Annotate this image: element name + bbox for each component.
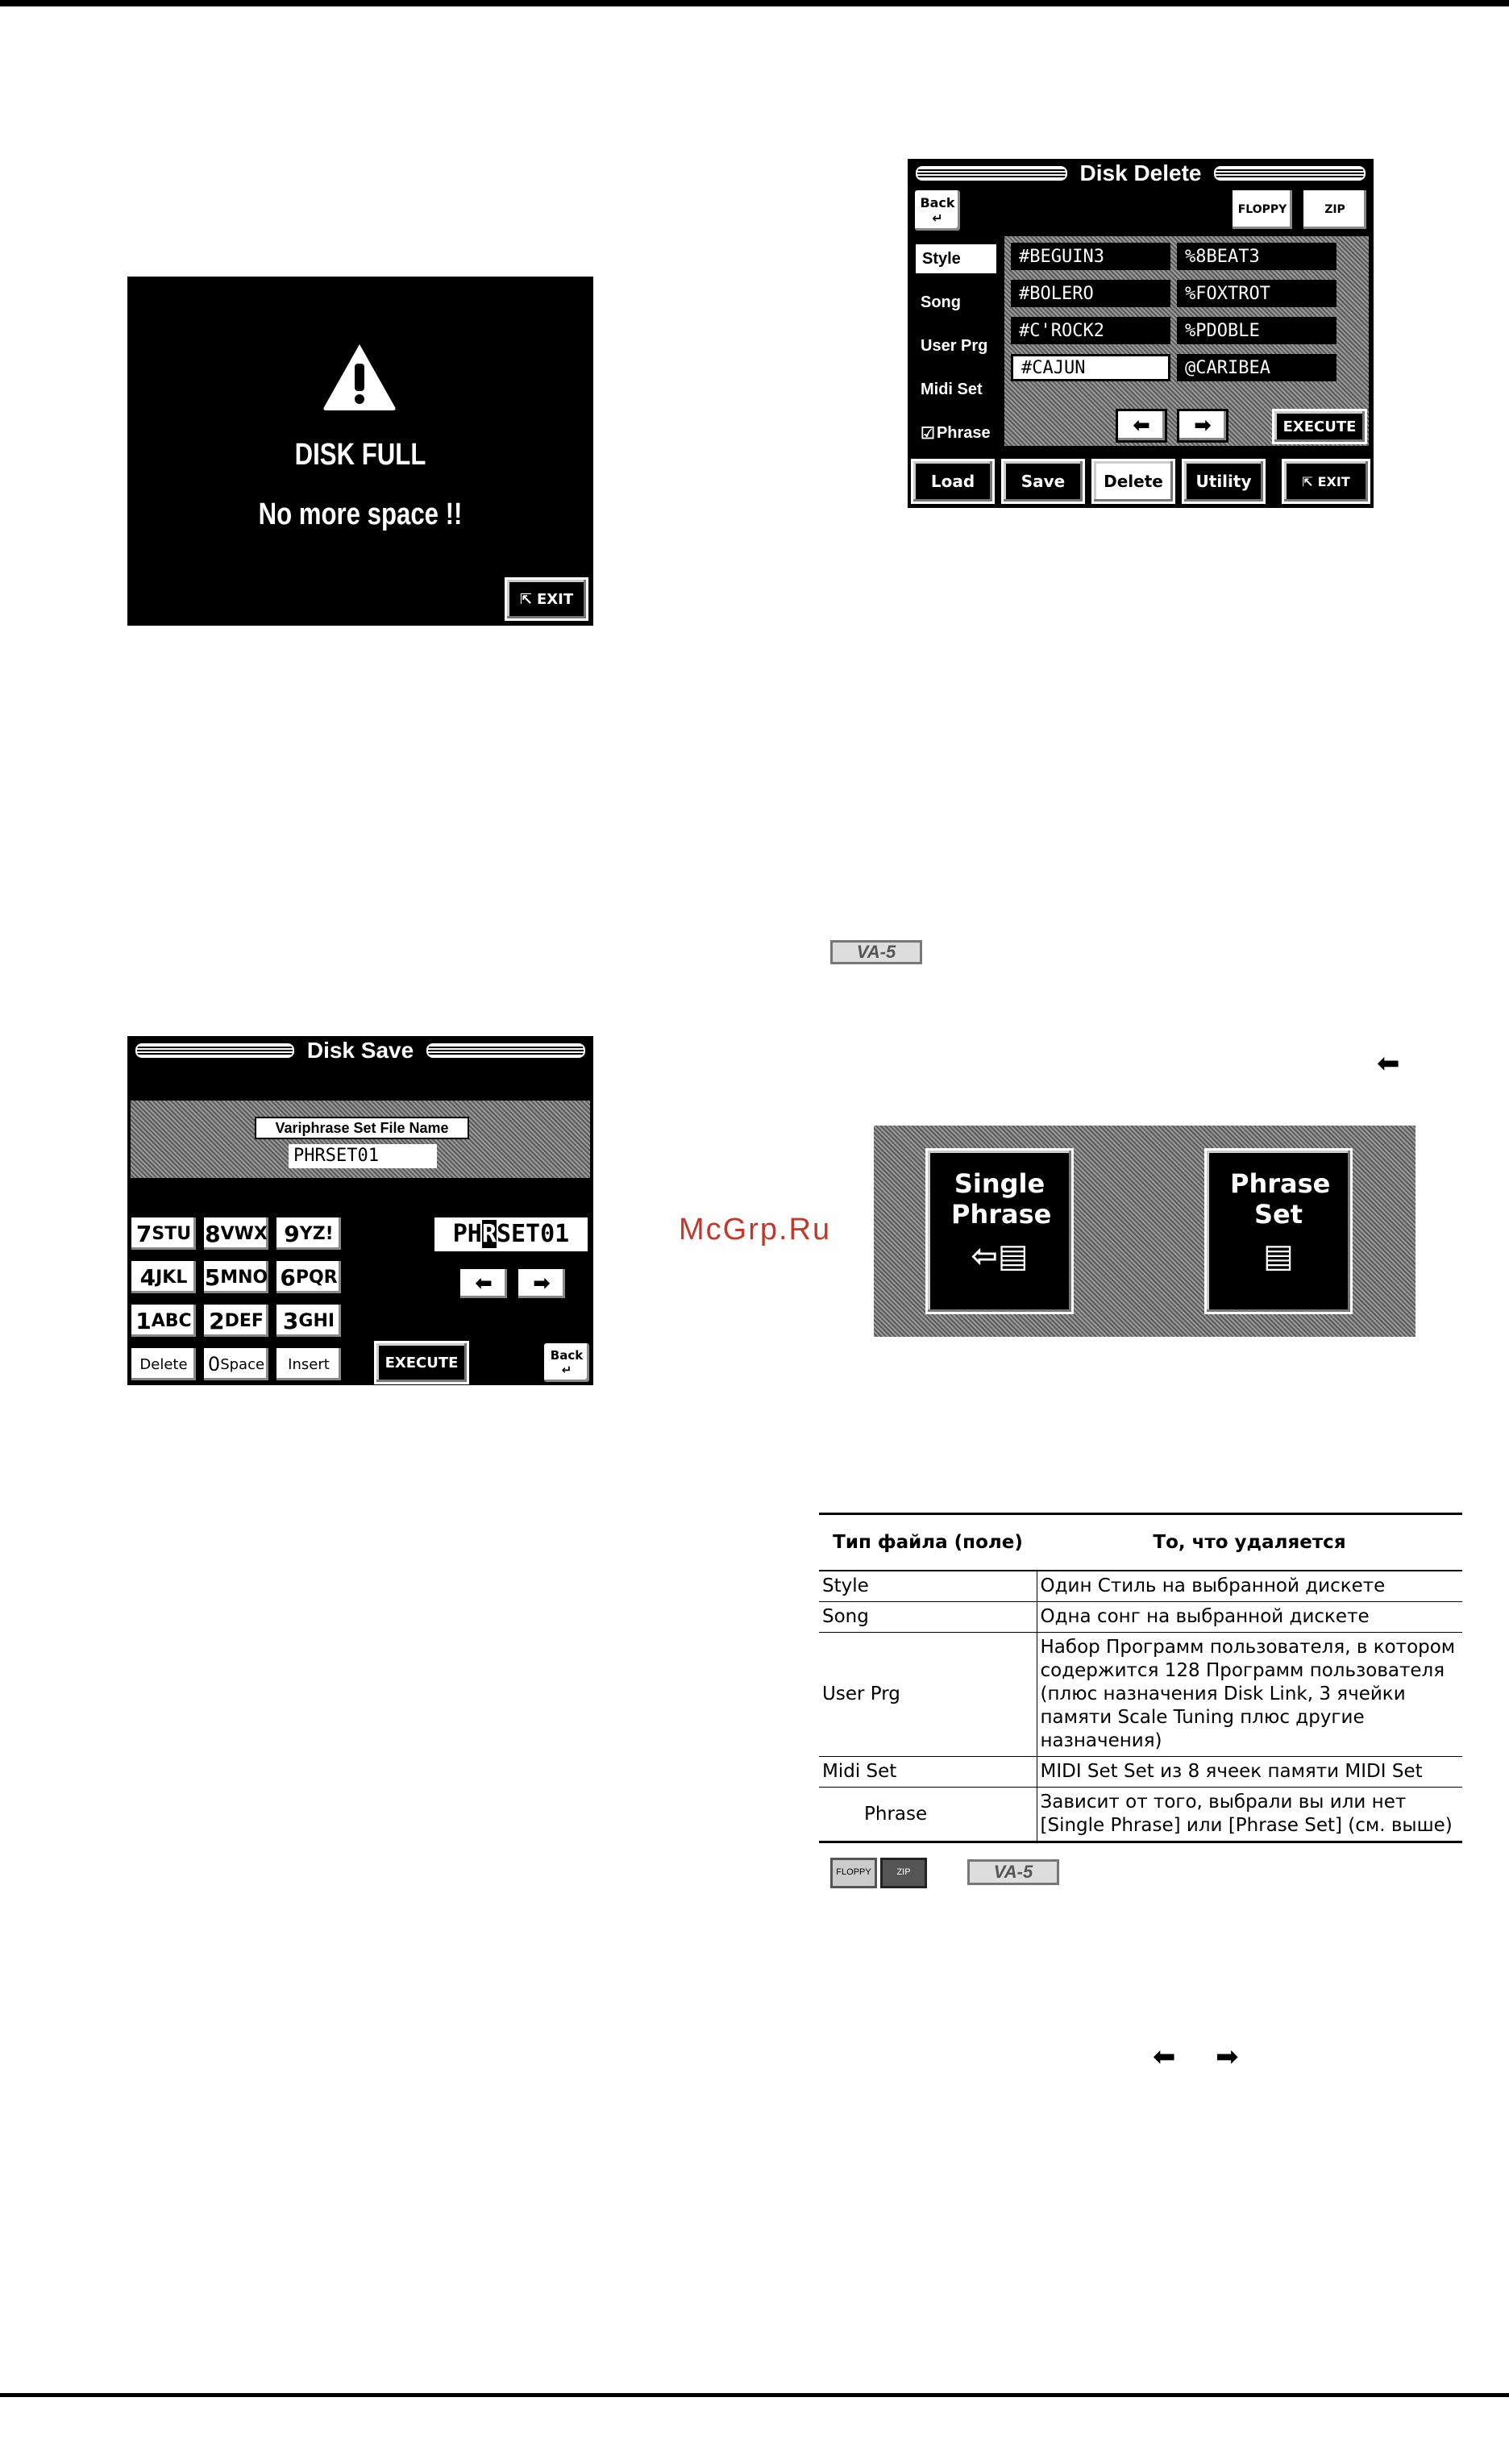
tab-user-prg[interactable]: User Prg xyxy=(921,336,988,355)
bottom-rule xyxy=(0,2393,1509,2397)
zip-label: ZIP xyxy=(1324,203,1345,216)
arrow-left-icon: ⬅ xyxy=(1133,414,1150,438)
file-item[interactable]: %8BEAT3 xyxy=(1177,243,1336,270)
checkbox-icon: ☑ xyxy=(921,424,935,443)
key-5[interactable]: 5 MNO xyxy=(202,1259,271,1296)
floppy-label: FLOPPY xyxy=(1237,203,1287,216)
tab-style[interactable]: Style xyxy=(914,243,998,275)
tab-song[interactable]: Song xyxy=(921,293,961,311)
cursor-right-button[interactable] xyxy=(516,1267,567,1301)
va5-icon: VA-5 xyxy=(967,1859,1059,1885)
file-name-input[interactable]: PHRSET01 xyxy=(289,1144,437,1168)
key-2[interactable]: 2 DEF xyxy=(202,1302,271,1339)
return-arrow-icon: ↵ xyxy=(932,210,943,226)
exit-icon: ⇱ xyxy=(1302,473,1313,489)
table-row: User Prg Набор Программ пользователя, в котором содержится 128 Программ пользователя (плюс назначения Disk Link, 3 ячейки памяти Scale Tuning плюс другие назначения) xyxy=(819,1633,1462,1757)
tab-phrase[interactable]: ☑ Phrase xyxy=(921,423,991,443)
key-7[interactable]: 7 STU xyxy=(129,1215,198,1252)
watermark: McGrp.Ru xyxy=(679,1213,832,1247)
table-row: Song Одна сонг на выбранной дискете xyxy=(819,1602,1462,1633)
disk-full-title: DISK FULL xyxy=(294,438,426,472)
phrase-select-screen xyxy=(874,1126,1415,1337)
arrow-right-icon: ➡ xyxy=(1194,414,1212,438)
key-8[interactable]: 8 VWX xyxy=(202,1215,271,1252)
key-6[interactable]: 6 PQR xyxy=(274,1259,343,1296)
zip-icon: ZIP xyxy=(880,1858,927,1888)
table-row: Phrase Зависит от того, выбрали вы или нет [Single Phrase] или [Phrase Set] (см. выше) xyxy=(819,1788,1462,1842)
file-name-display: PHRSET01 xyxy=(432,1215,590,1254)
file-item[interactable]: #BEGUIN3 xyxy=(1011,243,1170,270)
file-item[interactable]: %FOXTROT xyxy=(1177,280,1336,307)
text-cursor: R xyxy=(481,1220,497,1248)
table-row: Style Один Стиль на выбранной дискете xyxy=(819,1571,1462,1602)
single-phrase-icon: ⇦▤ xyxy=(971,1238,1029,1275)
load-button[interactable]: Load xyxy=(911,459,995,504)
execute-button[interactable]: EXECUTE xyxy=(1272,409,1367,444)
arrow-left-icon: ⬅ xyxy=(1153,2042,1176,2072)
arrow-right-icon: ➡ xyxy=(1216,2042,1239,2072)
file-item[interactable]: %PDOBLE xyxy=(1177,317,1336,344)
table-header: Тип файла (поле) xyxy=(833,1531,1023,1553)
arrow-left-icon: ⬅ xyxy=(1377,1048,1400,1079)
cursor-left-button[interactable] xyxy=(458,1267,509,1301)
floppy-icon: FLOPPY xyxy=(830,1858,877,1888)
key-3[interactable]: 3 GHI xyxy=(274,1302,343,1339)
arrow-left-icon: ⬅ xyxy=(475,1272,493,1296)
back-label: Back xyxy=(920,195,955,210)
warning-icon xyxy=(321,341,398,412)
disk-full-screen xyxy=(127,277,593,626)
exit-button[interactable]: ⇱ EXIT xyxy=(1282,459,1370,504)
floppy-button[interactable] xyxy=(1230,188,1295,231)
utility-button[interactable]: Utility xyxy=(1182,459,1266,504)
disk-delete-screen xyxy=(908,159,1374,508)
disk-delete-title: Disk Delete xyxy=(1079,160,1202,185)
file-item[interactable]: #C'ROCK2 xyxy=(1011,317,1170,344)
scroll-right-button[interactable] xyxy=(1177,409,1228,443)
va5-icon: VA-5 xyxy=(830,940,922,964)
return-arrow-icon: ↵ xyxy=(561,1363,572,1377)
file-item[interactable]: #BOLERO xyxy=(1011,280,1170,307)
single-phrase-button[interactable]: Single Phrase ⇦▤ xyxy=(925,1148,1074,1314)
key-4[interactable]: 4 JKL xyxy=(129,1259,198,1296)
disk-save-title: Disk Save xyxy=(306,1038,414,1063)
save-button[interactable]: Save xyxy=(1001,459,1085,504)
disk-save-titlebar xyxy=(127,1036,593,1065)
disk-save-screen xyxy=(127,1036,593,1385)
tab-midi-set[interactable]: Midi Set xyxy=(921,380,983,398)
key-9[interactable]: 9 YZ! xyxy=(274,1215,343,1252)
disk-delete-titlebar xyxy=(908,159,1374,188)
table-row: Midi Set MIDI Set Set из 8 ячеек памяти MIDI Set xyxy=(819,1757,1462,1788)
file-type-table xyxy=(819,1513,1462,1843)
table-header: То, что удаляется xyxy=(1153,1531,1346,1553)
file-item[interactable]: @CARIBEA xyxy=(1177,354,1336,381)
back-button[interactable]: Back ↵ xyxy=(542,1341,592,1384)
space-key[interactable]: 0 Space xyxy=(202,1346,271,1383)
key-1[interactable]: 1 ABC xyxy=(129,1302,198,1339)
top-rule xyxy=(0,0,1509,6)
field-label: Variphrase Set File Name xyxy=(255,1117,469,1139)
phrase-set-button[interactable]: Phrase Set ▤ xyxy=(1204,1148,1353,1314)
delete-button[interactable]: Delete xyxy=(1091,459,1175,504)
scroll-left-button[interactable] xyxy=(1116,409,1167,443)
insert-key[interactable]: Insert xyxy=(274,1346,343,1383)
file-item-selected[interactable]: #CAJUN xyxy=(1011,354,1170,381)
phrase-set-icon: ▤ xyxy=(1263,1238,1294,1275)
disk-full-message: No more space !! xyxy=(258,497,463,531)
exit-button[interactable] xyxy=(505,577,588,621)
execute-button[interactable]: EXECUTE xyxy=(374,1341,469,1384)
exit-icon: ⇱ xyxy=(519,590,532,608)
delete-key[interactable]: Delete xyxy=(129,1346,198,1383)
exit-label: EXIT xyxy=(536,590,574,608)
zip-button[interactable] xyxy=(1301,188,1369,231)
arrow-right-icon: ➡ xyxy=(533,1272,551,1296)
back-button[interactable] xyxy=(912,188,962,233)
